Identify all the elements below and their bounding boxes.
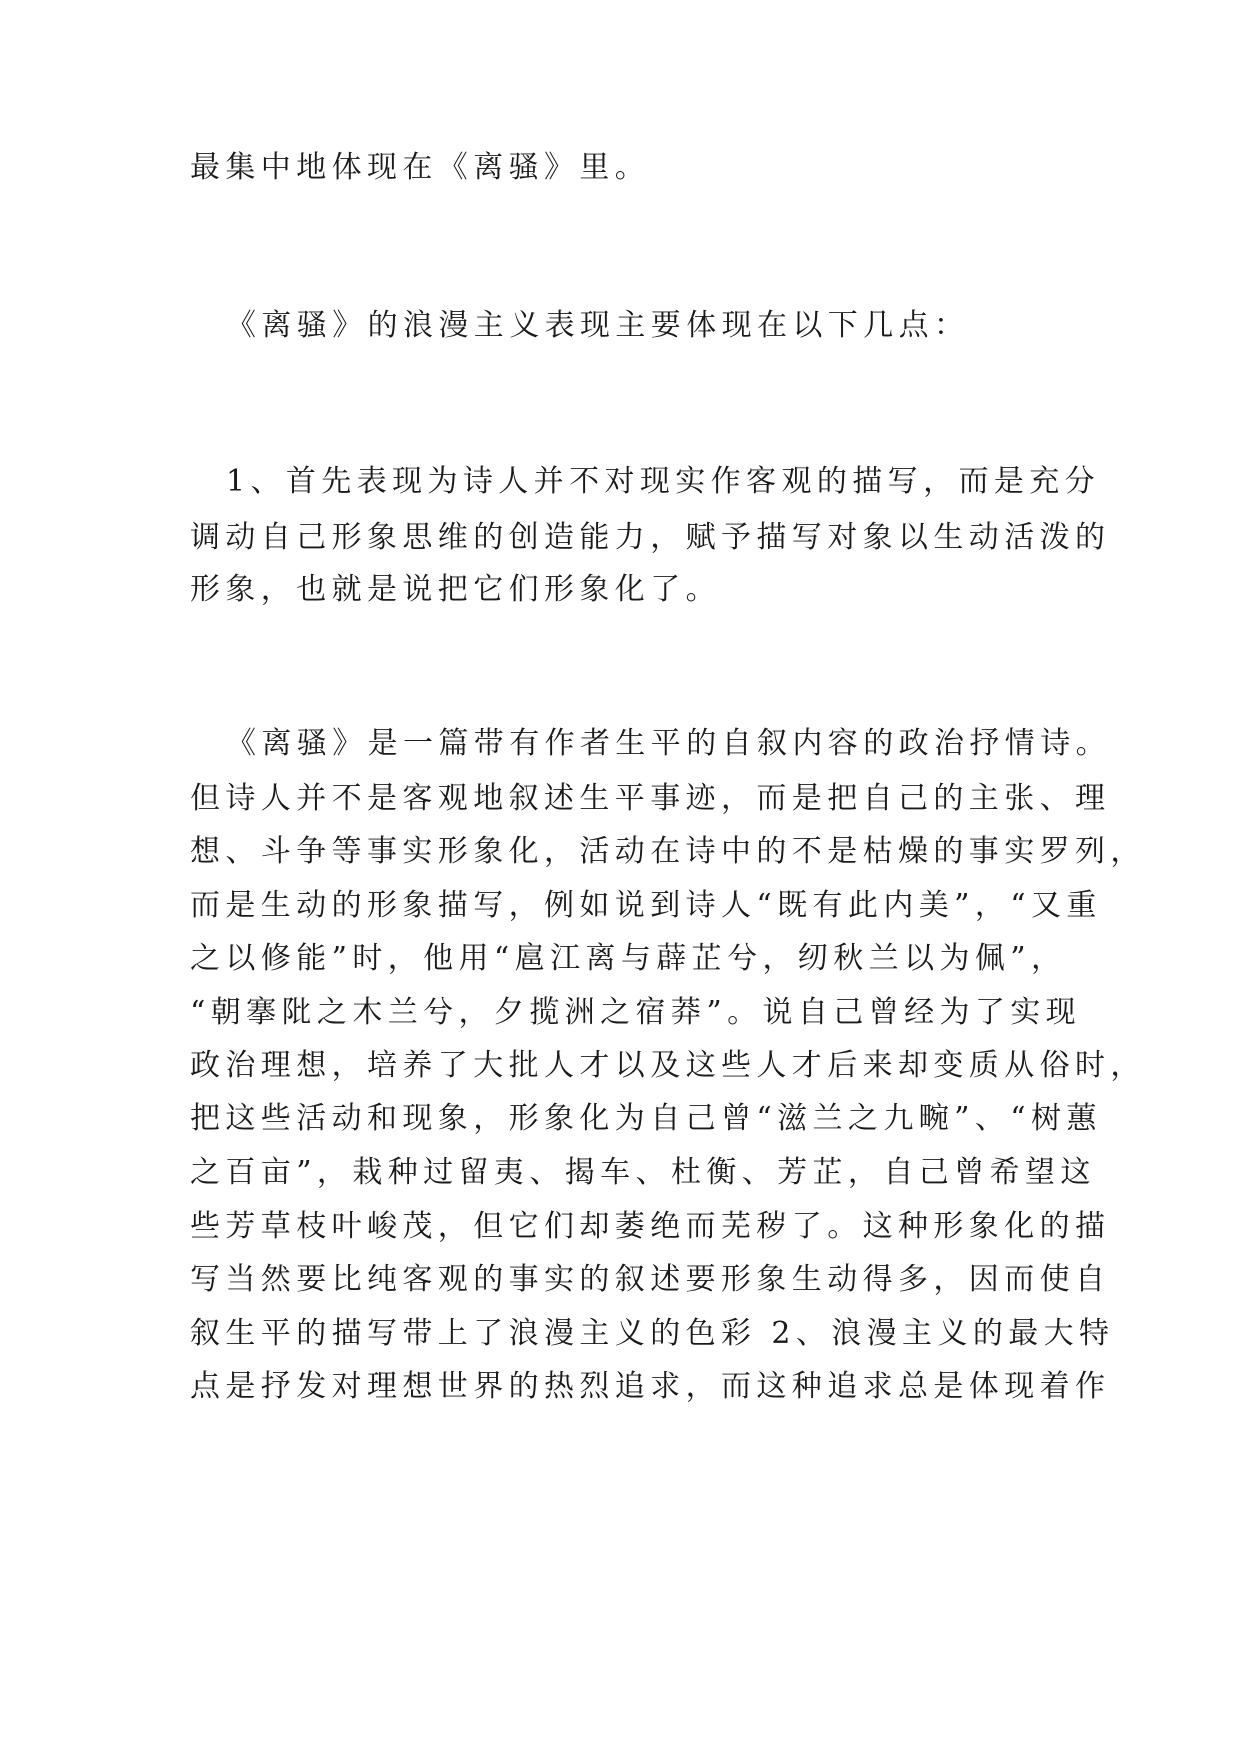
paragraph-4-line-7: 政治理想，培养了大批人才以及这些人才后来却变质从俗时， [190, 1048, 1146, 1083]
paragraph-3-line-1: 1、首先表现为诗人并不对现实作客观的描写，而是充分 [226, 464, 1101, 499]
paragraph-4-line-8: 把这些活动和现象，形象化为自己曾“滋兰之九畹”、“树蕙 [190, 1101, 1102, 1136]
paragraph-4-line-5: 之以修能”时，他用“扈江离与薜芷兮，纫秋兰以为佩”， [190, 941, 1067, 976]
paragraph-2-line-1: 《离骚》的浪漫主义表现主要体现在以下几点： [226, 308, 970, 343]
paragraph-3-line-3: 形象，也就是说把它们形象化了。 [190, 572, 721, 607]
paragraph-1-line-1: 最集中地体现在《离骚》里。 [190, 150, 651, 185]
paragraph-4-line-2: 但诗人并不是客观地叙述生平事迹，而是把自己的主张、理 [190, 781, 1111, 816]
paragraph-4-line-10: 些芳草枝叶峻茂，但它们却萎绝而芜秽了。这种形象化的描 [190, 1209, 1111, 1244]
paragraph-3-line-2: 调动自己形象思维的创造能力，赋予描写对象以生动活泼的 [190, 520, 1111, 555]
paragraph-4-line-6: “朝搴阰之木兰兮，夕揽洲之宿莽”。说自己曾经为了实现 [190, 995, 1082, 1030]
paragraph-4-line-13: 点是抒发对理想世界的热烈追求，而这种追求总是体现着作 [190, 1369, 1111, 1404]
paragraph-4-line-4: 而是生动的形象描写，例如说到诗人“既有此内美”，“又重 [190, 888, 1102, 923]
paragraph-4-line-1: 《离骚》是一篇带有作者生平的自叙内容的政治抒情诗。 [226, 726, 1111, 761]
paragraph-4-line-3: 想、斗争等事实形象化，活动在诗中的不是枯燥的事实罗列， [190, 834, 1146, 869]
paragraph-4-line-9: 之百亩”，栽种过留夷、揭车、杜衡、芳芷，自己曾希望这 [190, 1155, 1096, 1190]
paragraph-4-line-11: 写当然要比纯客观的事实的叙述要形象生动得多，因而使自 [190, 1262, 1111, 1297]
paragraph-4-line-12: 叙生平的描写带上了浪漫主义的色彩 2、浪漫主义的最大特 [190, 1316, 1115, 1351]
